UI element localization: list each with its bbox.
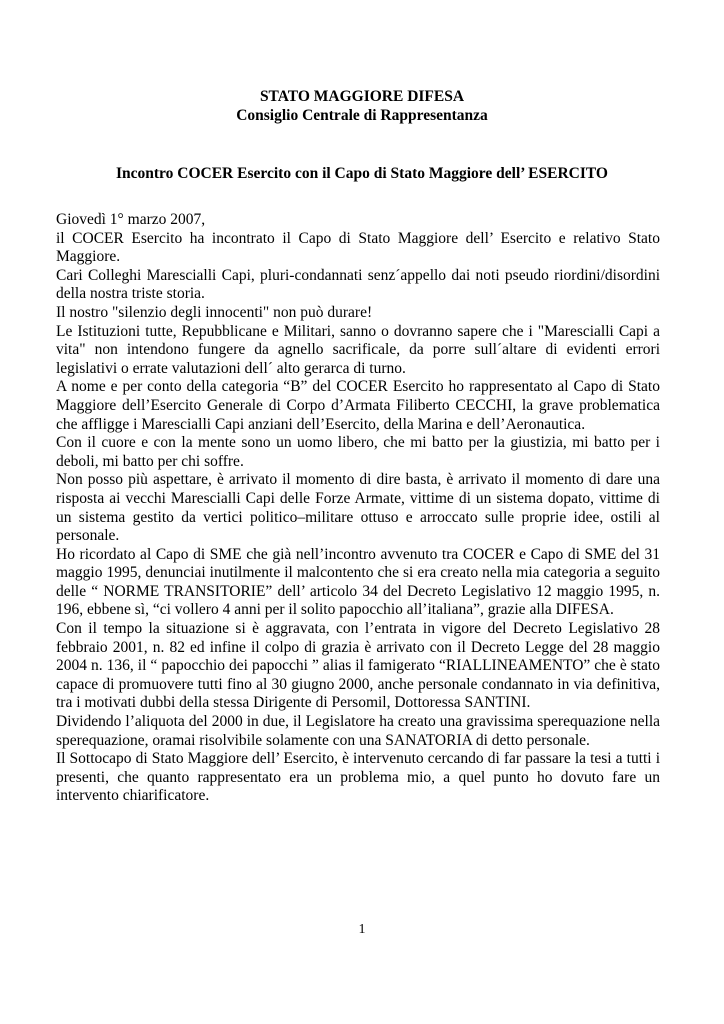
paragraph: Cari Colleghi Marescialli Capi, pluri-condannati senz´appello dai noti pseudo riordini/disordini della nostra triste storia. [56,266,660,303]
paragraph: Dividendo l’aliquota del 2000 in due, il Legislatore ha creato una gravissima sperequazione nella sperequazione, oramai risolvibile solamente con una SANATORIA di detto personale. [56,713,660,749]
paragraph: Le Istituzioni tutte, Repubblicane e Militari, sanno o dovranno sapere che i "Marescialli Capi a vita" non intendono fungere da agnello sacrificale, da porre sull´altare di evidenti errori legislativi o errate valutazioni dell´ alto gerarca di turno. [56,322,660,377]
paragraph: Il nostro "silenzio degli innocenti" non può durare! [56,303,373,321]
paragraph: Giovedì 1° marzo 2007, [56,211,206,228]
document-subject: Incontro COCER Esercito con il Capo di Stato Maggiore dell’ ESERCITO [115,165,608,182]
paragraph: Ho ricordato al Capo di SME che già nell’incontro avvenuto tra COCER e Capo di SME del 31 maggio 1995, denunciai inutilmente il malcontento che si era creato nella mia categoria a seguito delle “ NORME TRANSITORIE” dell’ articolo 34 del Decreto Legislativo 12 maggio 1995, n. 196, ebbene sì, “ci vollero 4 anni per il solito papocchio all’italiana”, grazie alla DIFESA. [56,545,660,619]
paragraph: Con il cuore e con la mente sono un uomo libero, che mi batto per la giustizia, mi batto per i deboli, mi batto per chi soffre. [56,434,660,470]
paragraph: A nome e per conto della categoria “B” del COCER Esercito ho rappresentato al Capo di Stato Maggiore dell’Esercito Generale di Corpo d’Armata Filiberto CECCHI, la grave problematica che affligge i Marescialli Capi anziani dell’Esercito, della Marina e dell’Aeronautica. [56,378,660,433]
paragraph: il COCER Esercito ha incontrato il Capo di Stato Maggiore dell’ Esercito e relativo Stato Maggiore. [56,229,660,266]
paragraph: Il Sottocapo di Stato Maggiore dell’ Esercito, è intervenuto cercando di far passare la tesi a tutti i presenti, che quanto rappresentato era un problema mio, a quel punto ho dovuto fare un intervento chiarificatore. [56,750,660,805]
organization-name: STATO MAGGIORE DIFESA [259,88,465,105]
paragraph: Con il tempo la situazione si è aggravata, con l’entrata in vigore del Decreto Legislativo 28 febbraio 2001, n. 82 ed infine il colpo di grazia è arrivato con il Decreto Legge del 28 maggio 2004 n. 136, il “ papocchio dei papocchi ” alias il famigerato “RIALLINEAMENTO” che è stato capace di promuovere tutti fino al 30 giugno 2000, anche personale condannato in via definitiva, tra i motivati dubbi della stessa Dirigente di Persomil, Dottoressa SANTINI. [56,620,660,712]
document-header [0,87,724,125]
paragraph: Non posso più aspettare, è arrivato il momento di dire basta, è arrivato il momento di dare una risposta ai vecchi Marescialli Capi delle Forze Armate, vittime di un sistema dopato, vittime di un sistema gestito da vertici politico–militare ottuso e arroccato sulle proprie idee, ostili al personale. [56,471,660,545]
document-body [56,211,660,806]
council-name: Consiglio Centrale di Rappresentanza [236,107,488,124]
page-number: 1 [358,922,366,937]
